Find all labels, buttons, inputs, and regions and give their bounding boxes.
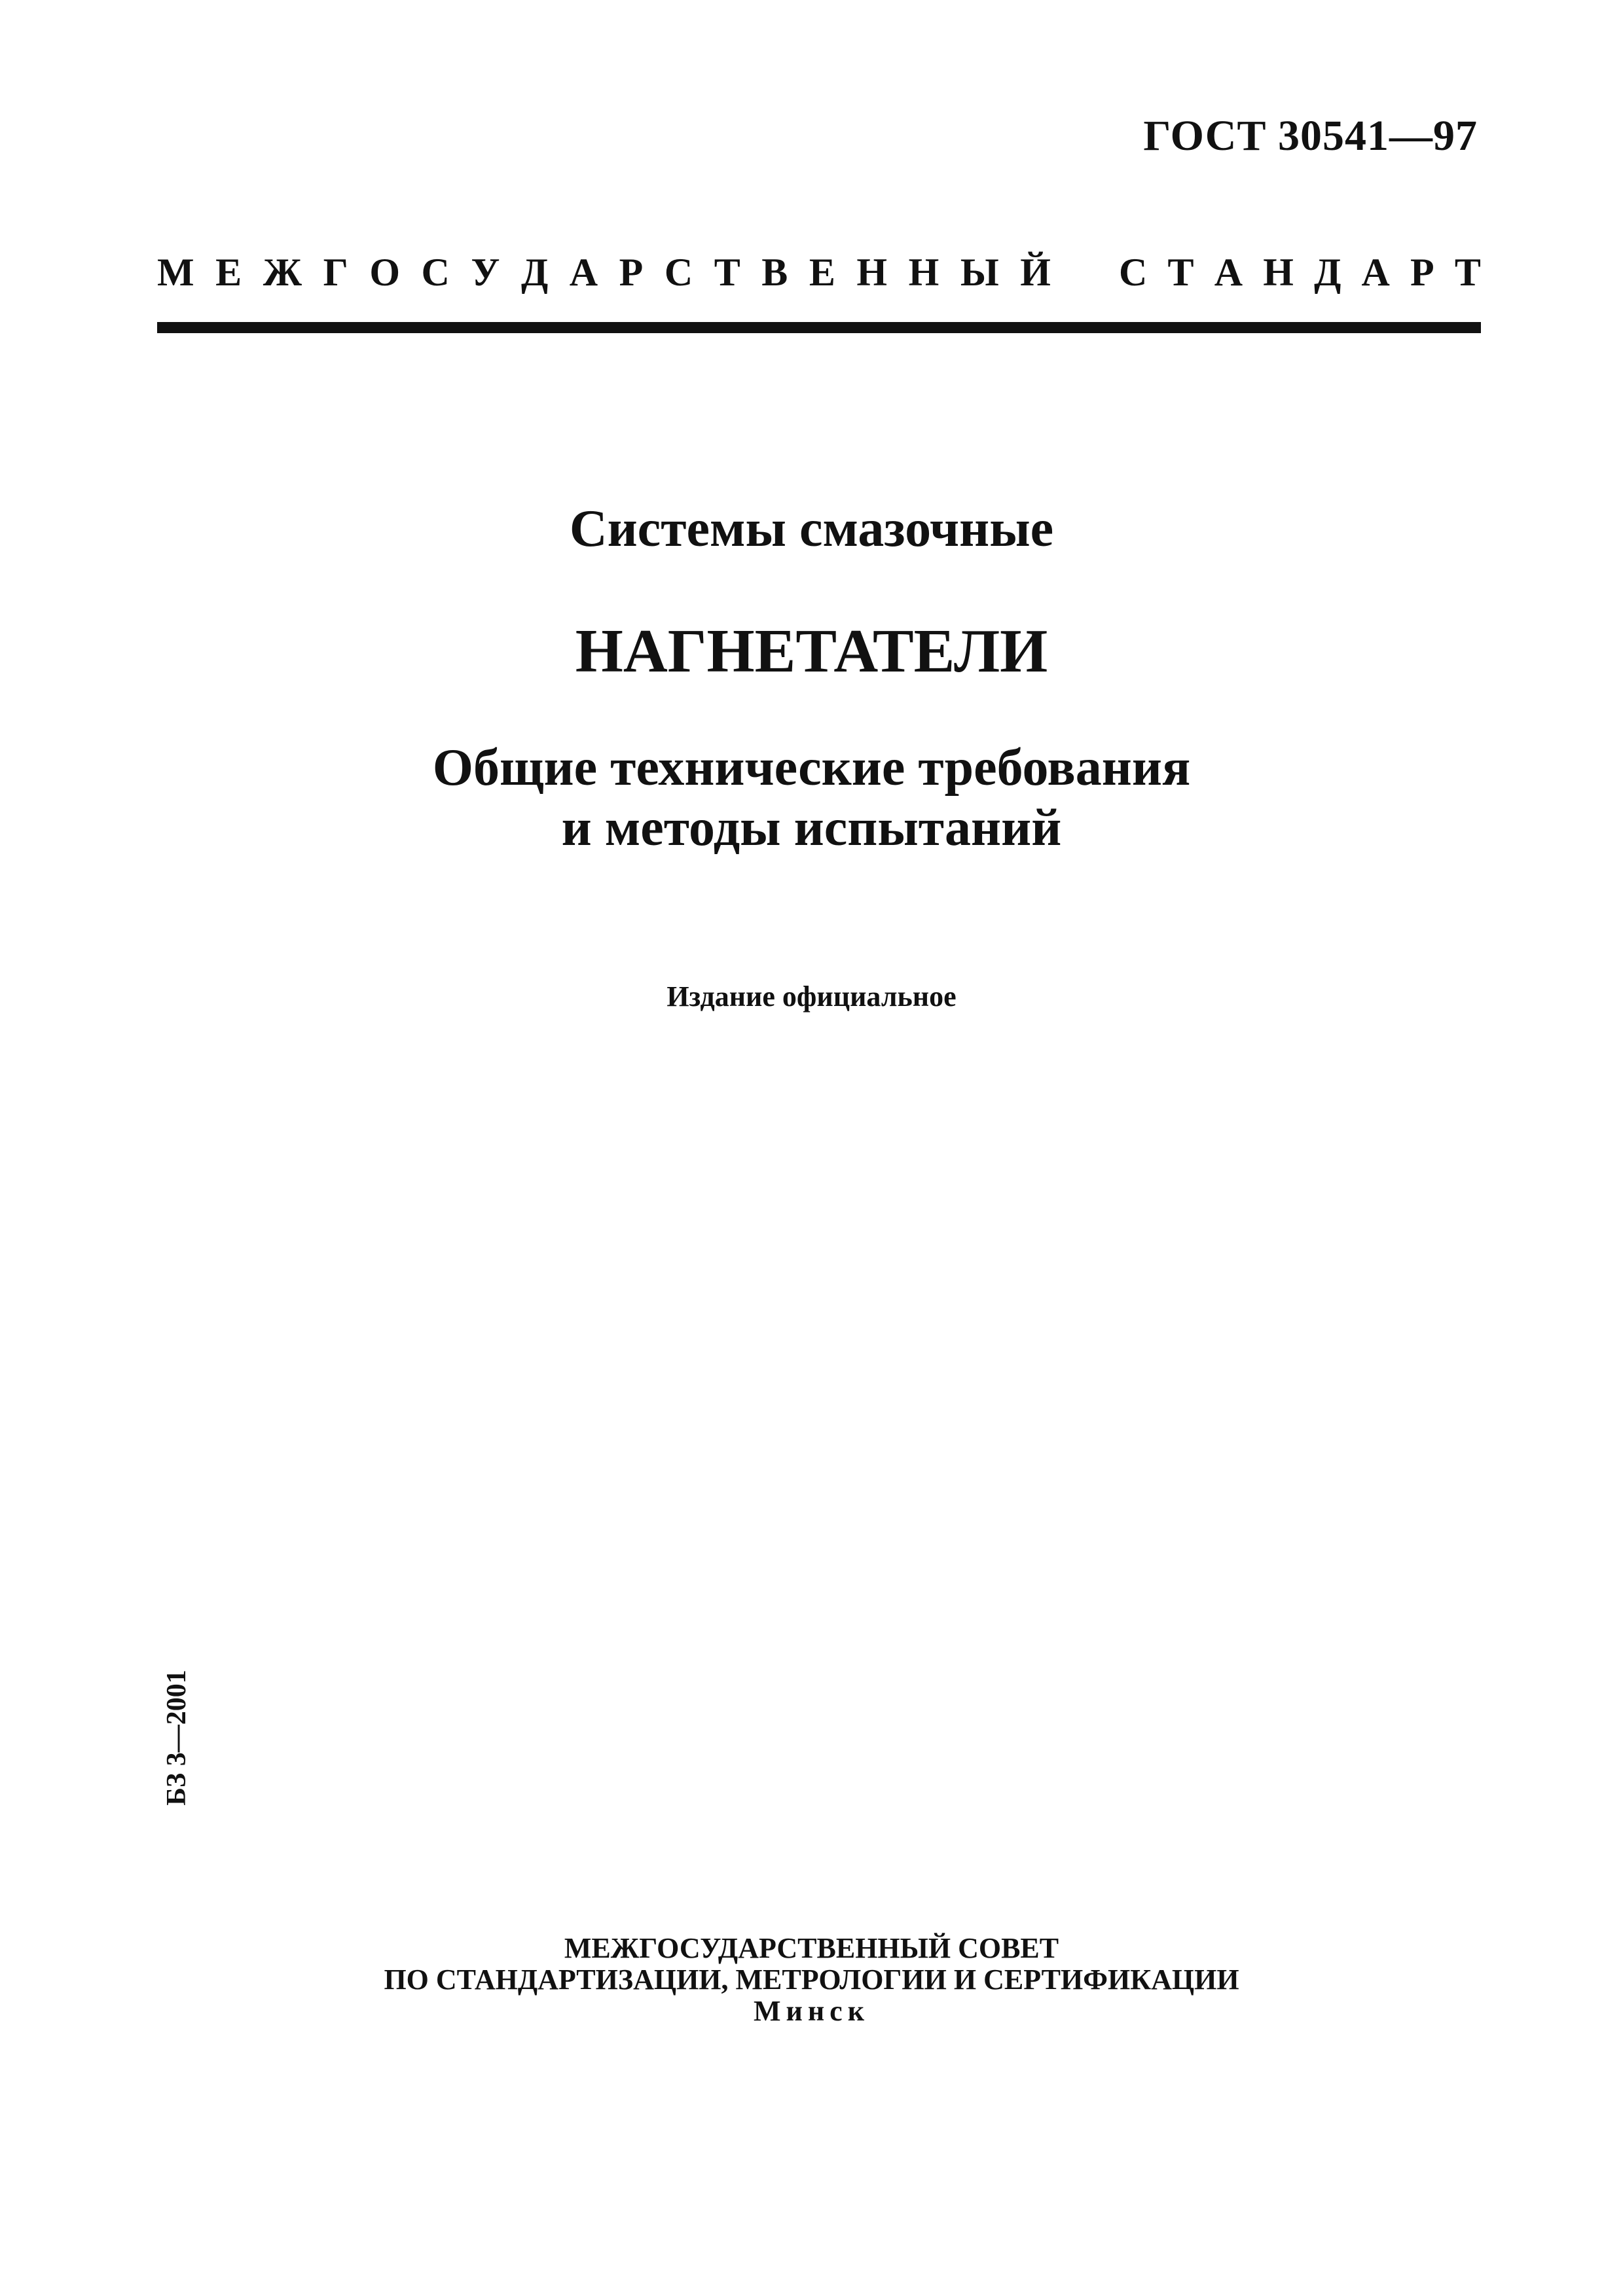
publisher-line-2: ПО СТАНДАРТИЗАЦИИ, МЕТРОЛОГИИ И СЕРТИФИКАЦИИ <box>384 1964 1239 1996</box>
banner-letter: Е <box>215 251 242 294</box>
subtitle-line-1: Общие технические требования <box>432 739 1191 797</box>
banner-letter: Н <box>908 251 939 294</box>
banner-letter: У <box>471 251 500 294</box>
interstate-standard-banner <box>157 250 1481 295</box>
banner-letter: С <box>421 251 450 294</box>
banner-letter: Н <box>856 251 888 294</box>
subtitle-line-2: и методы испытаний <box>561 799 1062 857</box>
banner-letter: Й <box>1020 251 1051 294</box>
banner-letter: Д <box>520 251 549 294</box>
banner-letter: Р <box>1410 251 1434 294</box>
banner-letter: Т <box>714 251 740 294</box>
banner-word-interstate <box>157 250 1051 295</box>
banner-letter: А <box>1361 251 1390 294</box>
banner-letter: О <box>369 251 400 294</box>
header-rule-divider <box>157 322 1481 333</box>
banner-letter: А <box>569 251 598 294</box>
banner-letter: Ы <box>960 251 999 294</box>
banner-letter: Т <box>1167 251 1194 294</box>
banner-letter: Д <box>1314 251 1341 294</box>
title-systems: Системы смазочные <box>569 500 1054 558</box>
banner-letter: Е <box>809 251 835 294</box>
banner-letter: Г <box>323 251 348 294</box>
banner-letter: В <box>761 251 788 294</box>
banner-letter: М <box>157 251 194 294</box>
banner-letter: Р <box>619 251 644 294</box>
banner-letter: А <box>1214 251 1243 294</box>
title-subtitle <box>0 738 1623 858</box>
banner-letter: Ж <box>263 251 302 294</box>
banner-letter: С <box>1119 251 1148 294</box>
banner-letter: Н <box>1263 251 1294 294</box>
gost-code: ГОСТ 30541—97 <box>1143 112 1478 160</box>
edition-label: Издание официальное <box>666 980 957 1013</box>
banner-letter: С <box>664 251 693 294</box>
page-title: НАГНЕТАТЕЛИ <box>575 617 1048 685</box>
side-code-vertical: БЗ 3—2001 <box>162 1670 192 1806</box>
banner-word-standard <box>1119 250 1481 295</box>
banner-letter: Т <box>1454 251 1481 294</box>
publisher-line-1: МЕЖГОСУДАРСТВЕННЫЙ СОВЕТ <box>564 1932 1059 1964</box>
publisher-city: Минск <box>753 1995 870 2027</box>
publisher-block <box>0 1933 1623 2027</box>
